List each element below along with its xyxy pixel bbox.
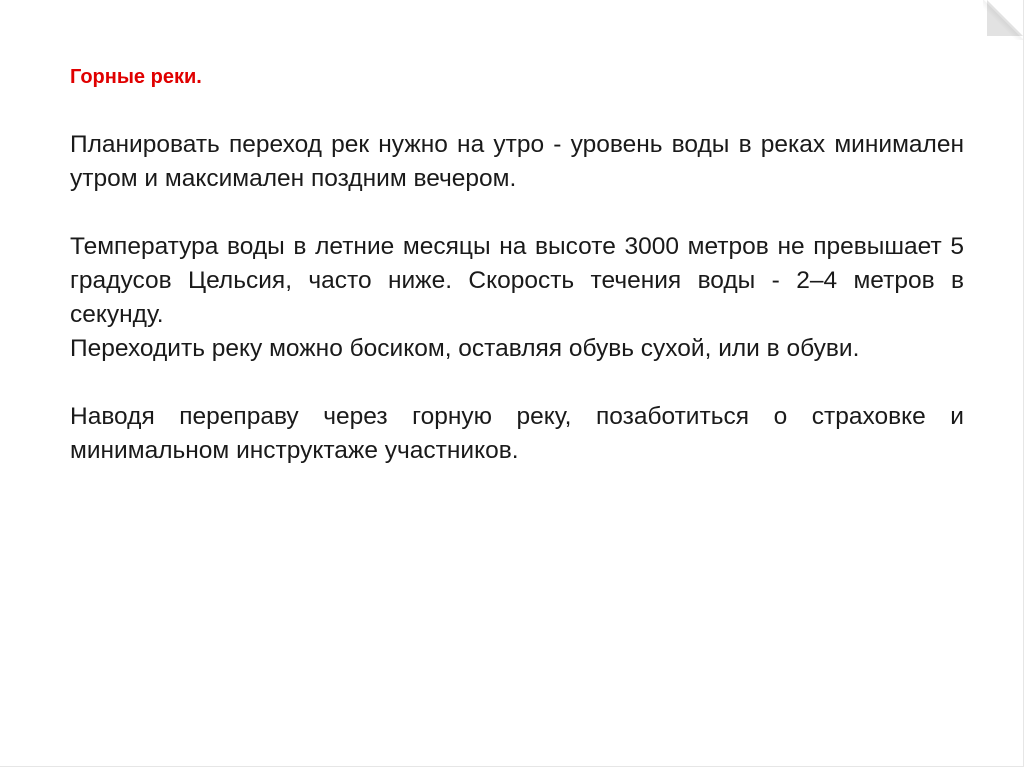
paragraph-safety: Наводя переправу через горную реку, позаботиться о страховке и минимальном инструктаже участников. — [70, 403, 964, 464]
slide-title: Горные реки. — [70, 66, 202, 88]
paragraph-river-crossing-time: Планировать переход рек нужно на утро - уровень воды в реках минимален утром и максимален поздним вечером. — [70, 131, 964, 192]
paragraph-crossing-method: Переходить реку можно босиком, оставляя обувь сухой, или в обуви. — [70, 335, 860, 362]
slide-content — [70, 60, 964, 468]
page-corner-shadow — [983, 0, 1023, 40]
paragraph-gap — [70, 366, 964, 400]
paragraph-gap — [70, 196, 964, 230]
paragraph-water-temperature: Температура воды в летние месяцы на высоте 3000 метров не превышает 5 градусов Цельсия, часто ниже. Скорость течения воды - 2–4 метров в секунду. — [70, 233, 964, 328]
